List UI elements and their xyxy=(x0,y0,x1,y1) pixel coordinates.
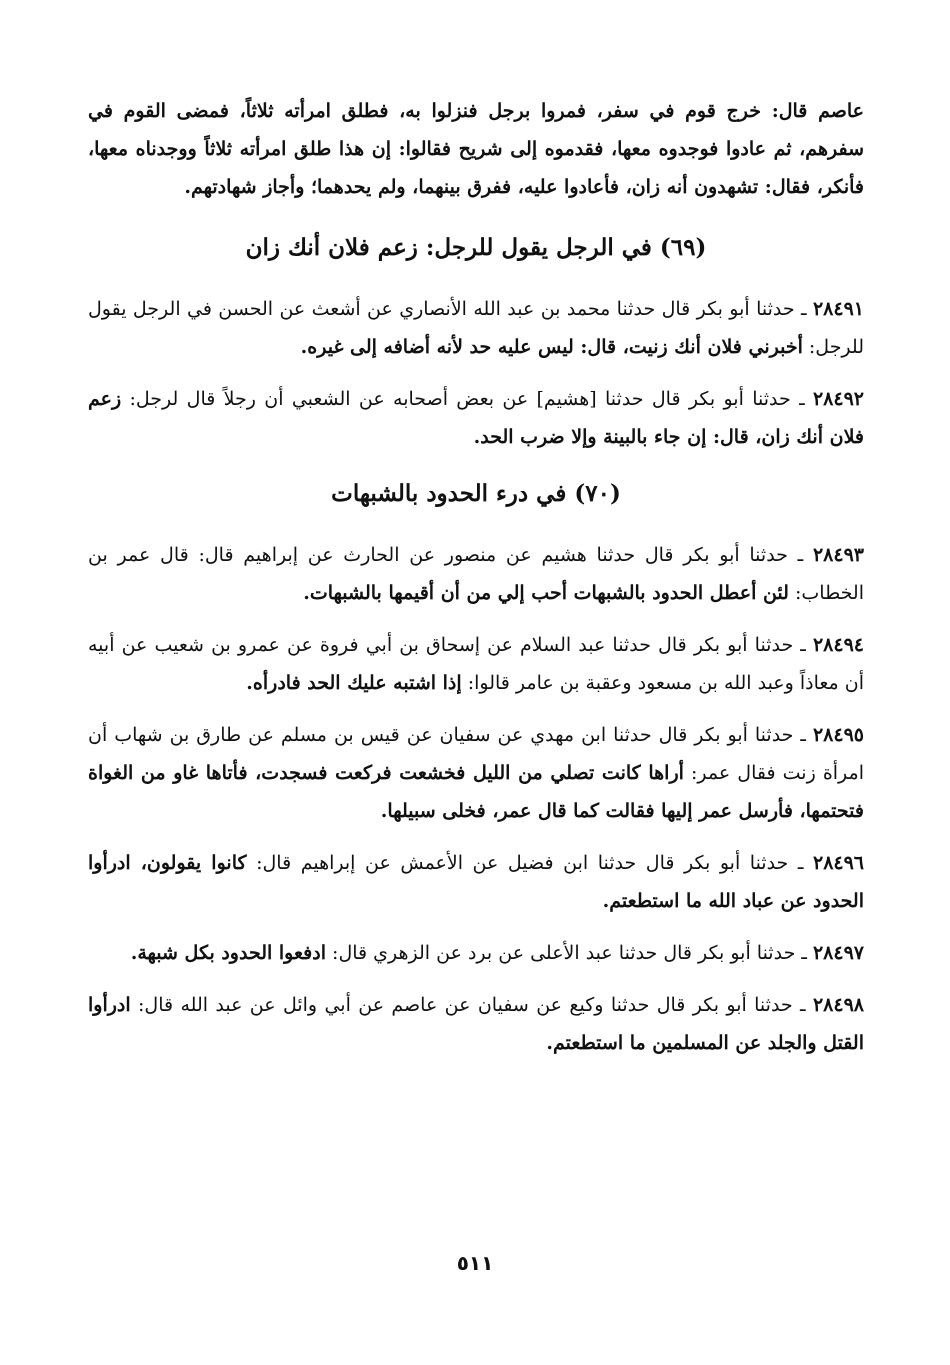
hadith-chain: ـ حدثنا أبو بكر قال حدثنا هشيم عن منصور عن الحارث عن إبراهيم قال: قال عمر بن الخطاب: xyxy=(88,544,864,604)
page-number: ٥١١ xyxy=(456,1251,494,1275)
hadith-text: إذا اشتبه عليك الحد فادرأه. xyxy=(246,672,462,694)
hadith-number: ٢٨٤٩٣ xyxy=(812,544,864,566)
hadith-28498 xyxy=(88,986,864,1062)
hadith-text: أراها كانت تصلي من الليل فخشعت فركعت فسجدت، فأتاها غاو من الغواة فتحتمها، فأرسل عمر إليها فقالت كما قال عمر، فخلى سبيلها. xyxy=(88,762,864,822)
hadith-28493 xyxy=(88,536,864,612)
hadith-chain: ـ حدثنا أبو بكر قال حدثنا عبد السلام عن إسحاق بن أبي فروة عن عمرو بن شعيب عن أبيه أن معاذاً وعبد الله بن مسعود وعقبة بن عامر قالوا: xyxy=(88,634,864,694)
hadith-chain: ـ حدثنا أبو بكر قال حدثنا عبد الأعلى عن برد عن الزهري قال: xyxy=(326,942,813,964)
intro-paragraph: عاصم قال: خرج قوم في سفر، فمروا برجل فنزلوا به، فطلق امرأته ثلاثاً، فمضى القوم في سفرهم، ثم عادوا فوجدوه معها، فقدموه إلى شريح فقالوا: إن هذا طلق امرأته ثلاثاً ووجدناه معها، فأنكر، فقال: تشهدون أنه زان، فأعادوا عليه، ففرق بينهما، ولم يحدهما؛ وأجاز شهادتهم. xyxy=(88,100,864,198)
hadith-text: ادرأوا القتل والجلد عن المسلمين ما استطعتم. xyxy=(88,994,864,1054)
page-content xyxy=(88,92,864,1076)
hadith-28496 xyxy=(88,844,864,920)
hadith-chain: ـ حدثنا أبو بكر قال حدثنا محمد بن عبد الله الأنصاري عن أشعث عن الحسن في الرجل يقول للرجل: xyxy=(88,298,864,358)
hadith-chain: ـ حدثنا أبو بكر قال حدثنا ابن مهدي عن سفيان عن قيس بن مسلم عن طارق بن شهاب أن امرأة زنت فقال عمر: xyxy=(88,724,864,784)
hadith-28495 xyxy=(88,716,864,830)
hadith-number: ٢٨٤٩٥ xyxy=(812,724,864,746)
hadith-chain: ـ حدثنا أبو بكر قال حدثنا ابن فضيل عن الأعمش عن إبراهيم قال: xyxy=(246,852,813,874)
hadith-text: كانوا يقولون، ادرأوا الحدود عن عباد الله ما استطعتم. xyxy=(88,852,864,912)
hadith-text: زعم فلان أنك زان، قال: إن جاء بالبينة وإلا ضرب الحد. xyxy=(88,388,864,448)
hadith-text: لئن أعطل الحدود بالشبهات أحب إلي من أن أقيمها بالشبهات. xyxy=(303,582,789,604)
section-heading-69: (٦٩) في الرجل يقول للرجل: زعم فلان أنك زان xyxy=(245,234,707,261)
hadith-number: ٢٨٤٩٨ xyxy=(812,994,864,1016)
hadith-number: ٢٨٤٩٧ xyxy=(812,942,864,964)
hadith-text: أخبرني فلان أنك زنيت، قال: ليس عليه حد لأنه أضافه إلى غيره. xyxy=(300,336,803,358)
hadith-28492 xyxy=(88,380,864,456)
hadith-number: ٢٨٤٩١ xyxy=(812,298,864,320)
hadith-28497 xyxy=(88,934,864,972)
section-heading-70: (٧٠) في درء الحدود بالشبهات xyxy=(331,480,621,507)
hadith-text: ادفعوا الحدود بكل شبهة. xyxy=(130,942,326,964)
hadith-number: ٢٨٤٩٦ xyxy=(812,852,865,874)
hadith-chain: ـ حدثنا أبو بكر قال حدثنا وكيع عن سفيان عن عاصم عن أبي وائل عن عبد الله قال: xyxy=(130,994,813,1016)
hadith-number: ٢٨٤٩٤ xyxy=(812,634,864,656)
hadith-28491 xyxy=(88,290,864,366)
hadith-chain: ـ حدثنا أبو بكر قال حدثنا [هشيم] عن بعض أصحابه عن الشعبي أن رجلاً قال لرجل: xyxy=(121,388,813,410)
hadith-28494 xyxy=(88,626,864,702)
hadith-number: ٢٨٤٩٢ xyxy=(812,388,864,410)
